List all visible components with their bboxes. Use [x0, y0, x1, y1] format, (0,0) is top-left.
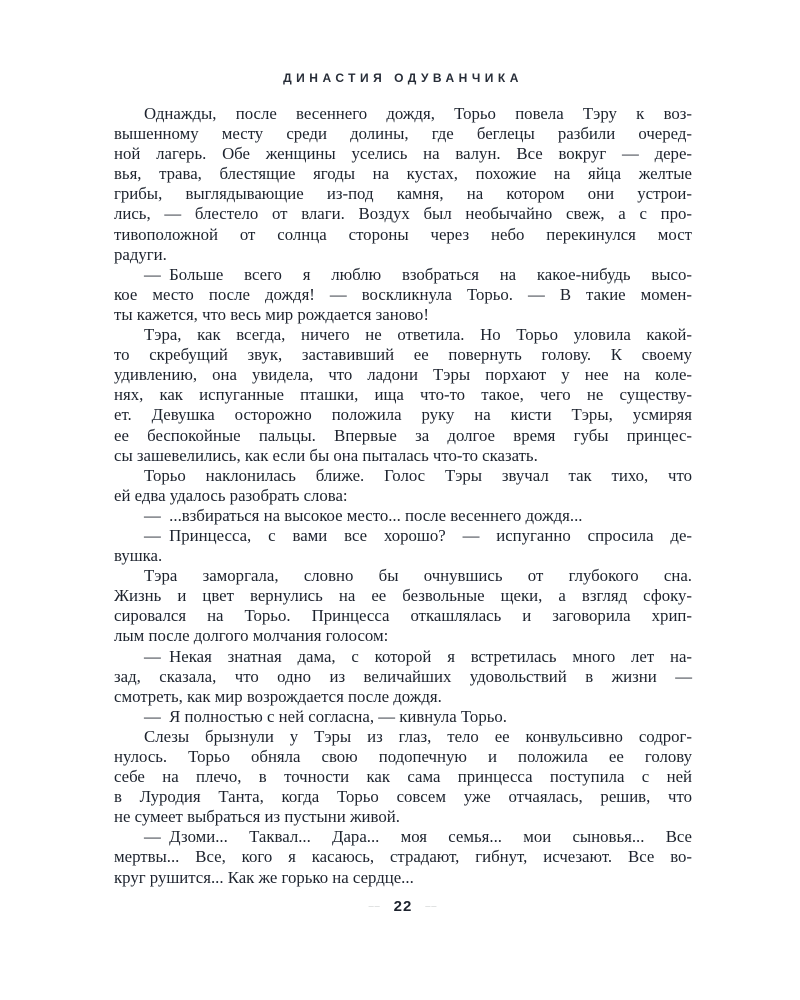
paragraph: [114, 566, 692, 646]
text-line: Жизнь и цвет вернулись на ее безвольные щеки, а взгляд сфоку-: [114, 586, 692, 606]
text-line: — Я полностью с ней согласна, — кивнула Торьо.: [144, 706, 507, 726]
footer-ornament-right: ––: [425, 900, 438, 912]
text-line: ет. Девушка осторожно положила руку на кисти Тэры, усмиряя: [114, 405, 692, 425]
text-line: не сумеет выбраться из пустыни живой.: [114, 807, 400, 827]
text-line: ты кажется, что весь мир рождается заново!: [114, 304, 429, 324]
body-text: [114, 104, 692, 888]
text-line: ее беспокойные пальцы. Впервые за долгое время губы принцес-: [114, 425, 692, 445]
text-line: удивлению, она увидела, что ладони Тэры порхают у нее на коле-: [114, 365, 692, 385]
text-line: — ...взбираться на высокое место... после весеннего дождя...: [144, 505, 583, 525]
text-line: лись, — блестело от влаги. Воздух был необычайно свеж, а с про-: [114, 204, 692, 224]
text-line: Слезы брызнули у Тэры из глаз, тело ее конвульсивно содрог-: [144, 726, 692, 746]
text-line: то скребущий звук, заставивший ее повернуть голову. К своему: [114, 345, 692, 365]
paragraph: [114, 727, 692, 827]
page-footer: [114, 897, 692, 917]
text-line: круг рушится... Как же горько на сердце...: [114, 867, 414, 887]
text-line: Торьо наклонилась ближе. Голос Тэры звучал так тихо, что: [144, 465, 692, 485]
text-line: грибы, выглядывающие из-под камня, на котором они устрои-: [114, 184, 692, 204]
text-line: сы зашевелились, как если бы она пыталась что-то сказать.: [114, 445, 538, 465]
paragraph: [114, 647, 692, 707]
text-line: Однажды, после весеннего дождя, Торьо повела Тэру к воз-: [144, 104, 692, 123]
text-line: — Некая знатная дама, с которой я встретилась много лет на-: [144, 646, 692, 666]
text-line: Тэра заморгала, словно бы очнувшись от глубокого сна.: [144, 566, 692, 586]
text-line: — Принцесса, с вами все хорошо? — испуганно спросила де-: [144, 525, 692, 545]
text-line: себе на плечо, в точности как сама принцесса поступила с ней: [114, 767, 692, 787]
text-line: радуги.: [114, 244, 167, 264]
paragraph: [114, 506, 692, 526]
text-line: тивоположной от солнца стороны через небо перекинулся мост: [114, 224, 692, 244]
paragraph: [114, 526, 692, 566]
text-line: нулось. Торьо обняла свою подопечную и положила ее голову: [114, 747, 692, 766]
text-line: — Дзоми... Таквал... Дара... моя семья... мои сыновья... Все: [144, 827, 692, 847]
text-line: мертвы... Все, кого я касаюсь, страдают, гибнут, исчезают. Все во-: [114, 847, 692, 867]
text-line: Тэра, как всегда, ничего не ответила. Но Торьо уловила какой-: [144, 325, 692, 345]
text-line: зад, сказала, что одно из величайших удовольствий в жизни —: [114, 666, 692, 686]
text-line: вушка.: [114, 546, 163, 566]
footer-ornament-left: ––: [368, 900, 381, 912]
text-line: ей едва удалось разобрать слова:: [114, 485, 348, 505]
text-line: в Луродия Танта, когда Торьо совсем уже отчаялась, решив, что: [114, 787, 692, 807]
paragraph: [114, 265, 692, 325]
paragraph: [114, 827, 692, 887]
paragraph: [114, 104, 692, 265]
text-line: вышенному месту среди долины, где беглецы разбили очеред-: [114, 124, 692, 144]
paragraph: [114, 466, 692, 506]
text-line: ной лагерь. Обе женщины уселись на валун. Все вокруг — дере-: [114, 144, 692, 164]
paragraph: [114, 707, 692, 727]
text-line: нях, как испуганные пташки, ища что-то такое, чего не существу-: [114, 385, 692, 405]
text-line: лым после долгого молчания голосом:: [114, 626, 389, 646]
text-line: кое место после дождя! — воскликнула Торьо. — В такие момен-: [114, 284, 692, 304]
text-line: вья, трава, блестящие ягоды на кустах, похожие на яйца желтые: [114, 164, 692, 184]
paragraph: [114, 325, 692, 466]
text-line: сировался на Торьо. Принцесса откашлялась и заговорила хрип-: [114, 606, 692, 626]
running-head: ДИНАСТИЯ ОДУВАНЧИКА: [283, 71, 523, 85]
text-line: — Больше всего я люблю взобраться на какое-нибудь высо-: [144, 264, 692, 284]
page-number: 22: [393, 897, 413, 915]
text-line: смотреть, как мир возрождается после дождя.: [114, 686, 442, 706]
